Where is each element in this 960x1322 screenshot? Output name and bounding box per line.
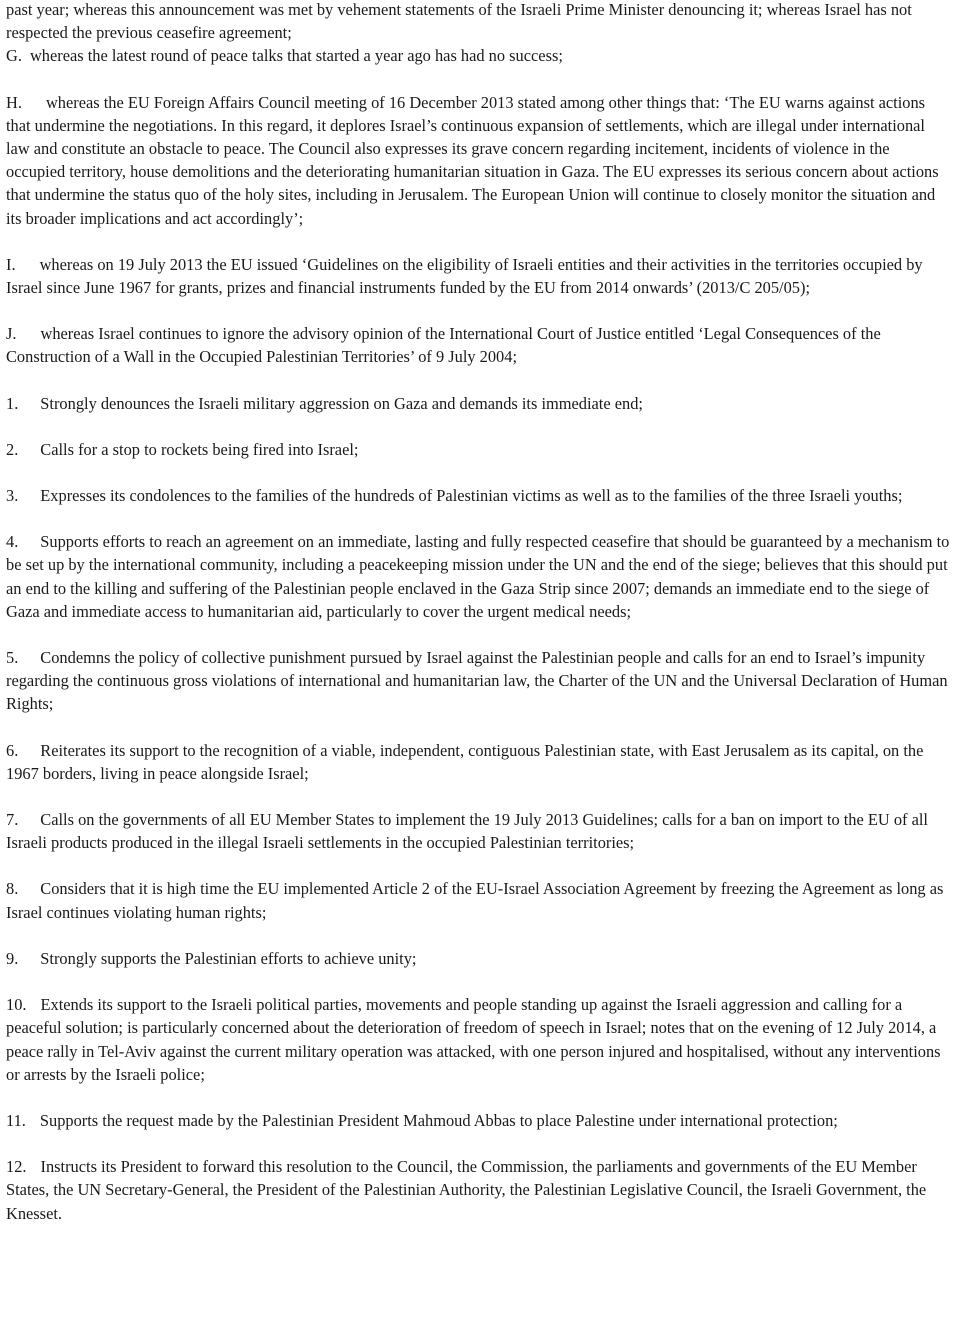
clause-number: 10. <box>6 995 27 1015</box>
recital-text: whereas Israel continues to ignore the advisory opinion of the International Court of Justice entitled ‘Legal Consequences of the Construction of a Wall in the Occupied Palestinian Territories’ of 9 July 2004; <box>6 324 881 367</box>
clause-number: 5. <box>6 648 19 668</box>
clause-10 <box>6 993 952 1086</box>
clause-number: 7. <box>6 810 19 830</box>
clause-number: 1. <box>6 393 19 413</box>
clause-text: Extends its support to the Israeli political parties, movements and people standing up against the Israeli aggression and calling for a peaceful solution; is particularly concerned about the deterioration of freedom of speech in Israel; notes that on the evening of 12 July 2014, a peace rally in Tel-Aviv against the current military operation was attacked, with one person injured and hospitalised, without any interventions or arrests by the Israeli police; <box>6 995 941 1084</box>
clause-number: 3. <box>6 486 19 506</box>
clause-9 <box>6 947 952 970</box>
clause-number: 6. <box>6 740 19 760</box>
clause-3 <box>6 484 952 507</box>
clause-8 <box>6 877 952 923</box>
clause-text: Calls for a stop to rockets being fired into Israel; <box>40 439 359 459</box>
clause-text: Strongly denounces the Israeli military aggression on Gaza and demands its immediate end; <box>40 393 643 413</box>
clause-11 <box>6 1109 952 1132</box>
recital-continuation <box>6 0 952 44</box>
clause-text: Strongly supports the Palestinian efforts to achieve unity; <box>40 948 417 968</box>
clause-4 <box>6 530 952 623</box>
recital-text: past year; whereas this announcement was met by vehement statements of the Israeli Prime Minister denouncing it; whereas Israel has not respected the previous ceasefire agreement; <box>6 0 912 43</box>
recital-label: H. <box>6 92 22 112</box>
clause-number: 12. <box>6 1157 27 1177</box>
clause-2 <box>6 438 952 461</box>
clause-text: Considers that it is high time the EU implemented Article 2 of the EU-Israel Association Agreement by freezing the Agreement as long as Israel continues violating human rights; <box>6 879 944 922</box>
clause-5 <box>6 646 952 716</box>
recital-label: I. <box>6 254 16 274</box>
clause-7 <box>6 808 952 854</box>
document-page <box>6 0 952 1225</box>
clause-text: Supports the request made by the Palestinian President Mahmoud Abbas to place Palestine under international protection; <box>39 1110 838 1130</box>
recital-i <box>6 253 952 299</box>
clause-number: 4. <box>6 532 19 552</box>
clause-text: Supports efforts to reach an agreement on an immediate, lasting and fully respected ceasefire that should be guaranteed by a mechanism to be set up by the international community, including a peacekeeping mission under the UN and the end of the siege; believes that this should put an end to the killing and suffering of the Palestinian people enclaved in the Gaza Strip since 2007; demands an immediate end to the siege of Gaza and immediate access to humanitarian aid, particularly to cover the urgent medical needs; <box>6 532 950 621</box>
clause-number: 11. <box>6 1110 26 1130</box>
recital-h <box>6 91 952 230</box>
clause-text: Condemns the policy of collective punishment pursued by Israel against the Palestinian people and calls for an end to Israel’s impunity regarding the continuous gross violations of international and humanitarian law, the Charter of the UN and the Universal Declaration of Human Rights; <box>6 648 948 714</box>
clause-number: 8. <box>6 879 19 899</box>
recital-g <box>6 44 952 67</box>
recital-label: J. <box>6 324 17 344</box>
recital-text: whereas the latest round of peace talks that started a year ago has had no success; <box>29 46 563 66</box>
clause-text: Reiterates its support to the recognition of a viable, independent, contiguous Palestinian state, with East Jerusalem as its capital, on the 1967 borders, living in peace alongside Israel; <box>6 740 924 783</box>
clause-12 <box>6 1155 952 1225</box>
clause-text: Calls on the governments of all EU Member States to implement the 19 July 2013 Guidelines; calls for a ban on import to the EU of all Israeli products produced in the illegal Israeli settlements in the occupied Palestinian territories; <box>6 810 928 853</box>
clause-number: 9. <box>6 948 19 968</box>
clause-text: Instructs its President to forward this resolution to the Council, the Commission, the parliaments and governments of the EU Member States, the UN Secretary-General, the President of the Palestinian Authority, the Palestinian Legislative Council, the Israeli Government, the Knesset. <box>6 1157 927 1223</box>
clause-number: 2. <box>6 439 19 459</box>
recital-j <box>6 322 952 368</box>
clause-6 <box>6 739 952 785</box>
clause-1 <box>6 392 952 415</box>
recital-text: whereas the EU Foreign Affairs Council meeting of 16 December 2013 stated among other things that: ‘The EU warns against actions that undermine the negotiations. In this regard, it deplores Israel’s continuous expansion of settlements, which are illegal under international law and constitute an obstacle to peace. The Council also expresses its grave concern regarding incitement, incidents of violence in the occupied territory, house demolitions and the deteriorating humanitarian situation in Gaza. The EU expresses its serious concern about actions that undermine the status quo of the holy sites, including in Jerusalem. The European Union will continue to closely monitor the situation and its broader implications and act accordingly’; <box>6 92 939 228</box>
clause-text: Expresses its condolences to the families of the hundreds of Palestinian victims as well as to the families of the three Israeli youths; <box>40 486 903 506</box>
recital-label: G. <box>6 46 22 66</box>
recital-text: whereas on 19 July 2013 the EU issued ‘Guidelines on the eligibility of Israeli entities and their activities in the territories occupied by Israel since June 1967 for grants, prizes and financial instruments funded by the EU from 2014 onwards’ (2013/C 205/05); <box>6 254 923 298</box>
